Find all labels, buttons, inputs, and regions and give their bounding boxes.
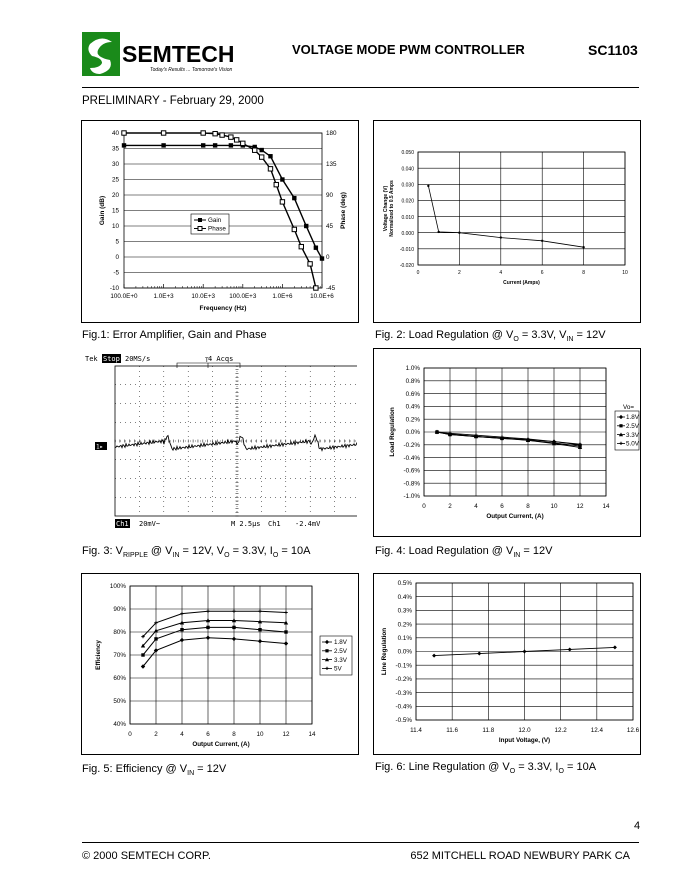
y-tick-label: 40%	[113, 721, 126, 729]
x-tick-label: 2	[458, 270, 461, 276]
y-tick-label: 0.8%	[405, 378, 420, 385]
y-tick-label: 0.3%	[397, 607, 412, 615]
y-tick-label: 0.4%	[405, 403, 420, 411]
y-tick-label: 50%	[113, 698, 126, 706]
data-point	[304, 224, 308, 228]
y-tick-label: -1.0%	[403, 493, 420, 501]
data-point	[320, 256, 324, 260]
x-tick-label: 6	[206, 731, 210, 738]
y-axis-label-2: Normalized to 0.5 Amps	[389, 180, 395, 237]
legend-label: 2.5V	[334, 648, 347, 655]
y-axis-label: Voltage Change (V)	[383, 185, 389, 232]
scope-footer-level: -2.4mV	[295, 520, 321, 528]
legend-marker	[198, 218, 202, 222]
data-point	[292, 196, 296, 200]
x-tick-label: 11.6	[446, 727, 459, 734]
data-point	[259, 148, 263, 152]
document-title: VOLTAGE MODE PWM CONTROLLER	[292, 42, 525, 57]
x-tick-label: 11.4	[410, 727, 422, 734]
ch1-ground-label: 1▸	[96, 443, 104, 451]
y2-tick-label: 180	[326, 130, 337, 138]
fig6-panel	[373, 573, 641, 755]
y-tick-label: -0.8%	[403, 480, 420, 488]
x-tick-label: 4	[180, 731, 184, 738]
y-tick-label: -0.3%	[395, 689, 412, 697]
x-tick-label: 8	[582, 270, 585, 276]
data-point	[308, 262, 312, 266]
y-tick-label: 90%	[113, 606, 126, 614]
data-point	[292, 227, 296, 231]
legend-label: 2.5V	[626, 423, 639, 430]
data-point	[280, 200, 284, 204]
data-point	[161, 143, 165, 147]
y-axis-label: Gain (dB)	[99, 195, 106, 226]
y-tick-label: 0.4%	[397, 593, 412, 601]
scope-header-acqs: 4 Acqs	[208, 355, 234, 363]
y-tick-label: 0.000	[401, 230, 414, 237]
fig5-panel	[81, 573, 359, 755]
y-tick-label: 0.010	[401, 214, 414, 221]
fig4-caption: Fig. 4: Load Regulation @ $V_{IN} = 12V$	[375, 545, 553, 560]
fig1-caption: Fig.1: Error Amplifier, Gain and Phase	[82, 329, 267, 341]
data-point	[582, 246, 584, 248]
data-point	[213, 143, 217, 147]
data-point	[458, 232, 460, 234]
x-axis-label: Output Current, (A)	[192, 741, 250, 748]
y-tick-label: 70%	[113, 652, 126, 660]
y-tick-label: -0.2%	[403, 442, 420, 449]
y-tick-label: 10	[111, 223, 119, 231]
data-point	[220, 133, 224, 137]
scope-footer-time: M 2.5µs	[231, 520, 261, 528]
footer-rule	[82, 842, 639, 843]
data-point	[314, 286, 318, 290]
legend-marker	[325, 649, 328, 652]
y-tick-label: -0.4%	[395, 703, 412, 711]
scope-footer-volts: 20mV~	[139, 520, 161, 528]
y-tick-label: 35	[111, 145, 119, 153]
y-tick-label: 0.2%	[405, 416, 420, 424]
x-tick-label: 8	[526, 503, 530, 510]
x-axis-label: Output Current, (A)	[486, 513, 544, 520]
data-point	[122, 143, 126, 147]
fig2-chart	[374, 121, 640, 322]
y-tick-label: -0.020	[399, 263, 414, 270]
data-point	[154, 637, 157, 640]
logo-wordmark: SEMTECH	[122, 41, 235, 67]
x-axis-label: Input Voltage, (V)	[498, 737, 551, 744]
legend-label: 3.3V	[334, 656, 347, 664]
fig5-caption: Fig. 5: Efficiency @ $V_{IN} = 12V$	[82, 763, 227, 778]
scope-footer-ch1: Ch1	[116, 520, 129, 528]
y-tick-label: 0.1%	[397, 635, 412, 642]
legend-marker	[619, 424, 622, 427]
y-tick-label: 1.0%	[405, 365, 420, 373]
scope-header-tek: Tek	[85, 355, 98, 363]
data-point	[229, 135, 233, 139]
fig4-panel	[373, 348, 641, 537]
y-tick-label: 80%	[113, 629, 126, 637]
fig2-panel	[373, 120, 641, 323]
y-tick-label: 0.0%	[405, 429, 420, 437]
legend-label: Gain	[208, 217, 222, 225]
data-point	[213, 131, 217, 135]
fig6-chart	[374, 574, 640, 754]
y-tick-label: 30	[111, 161, 119, 169]
legend-label: 5.0V	[626, 440, 639, 448]
y-axis-label: Line Regulation	[381, 627, 388, 676]
part-number: SC1103	[588, 42, 638, 58]
y-tick-label: 0.020	[401, 198, 414, 205]
y-tick-label: 0.040	[401, 166, 414, 173]
y-tick-label: 0.2%	[397, 621, 412, 629]
fig3-scope	[81, 348, 357, 535]
data-point	[259, 155, 263, 159]
scope-header-rate: 20MS/s	[125, 355, 151, 363]
x-tick-label: 14	[308, 731, 316, 738]
y2-axis-label: Phase (deg)	[340, 192, 347, 229]
x-tick-label: 12	[282, 731, 290, 738]
x-axis-label: Current (Amps)	[503, 280, 540, 286]
x-tick-label: 10	[550, 503, 558, 510]
y2-tick-label: 135	[326, 161, 337, 169]
trigger-T: T	[205, 357, 209, 364]
y2-tick-label: -45	[326, 285, 336, 293]
data-point	[274, 182, 278, 186]
x-tick-label: 4	[499, 270, 503, 276]
header-rule	[82, 87, 639, 88]
y-tick-label: 0.0%	[397, 648, 412, 656]
logo-tagline: Today's Results ... Tomorrow's Vision	[150, 67, 233, 73]
y-tick-label: 25	[111, 176, 119, 184]
data-point	[180, 628, 183, 631]
scope-header-stop: Stop	[103, 355, 120, 363]
data-point	[268, 154, 272, 158]
data-point	[314, 246, 318, 250]
x-tick-label: 2	[448, 503, 452, 510]
y-tick-label: -0.2%	[395, 676, 412, 684]
fig4-chart	[374, 349, 640, 536]
y-axis-label: Load Regulation	[389, 407, 396, 457]
y-tick-label: 100%	[109, 583, 126, 591]
x-tick-label: 12	[576, 503, 584, 510]
x-tick-label: 14	[602, 503, 610, 510]
fig1-panel	[81, 120, 359, 323]
data-point	[232, 626, 235, 629]
data-point	[141, 653, 144, 656]
data-point	[253, 148, 257, 152]
y-tick-label: 20	[111, 192, 119, 200]
data-point	[201, 131, 205, 135]
y-tick-label: 0.030	[401, 182, 414, 189]
y-tick-label: -10	[109, 285, 119, 293]
fig6-caption: Fig. 6: Line Regulation @ $V_O = 3.3V$, $I_O = 10A$	[375, 761, 597, 776]
copyright: © 2000 SEMTECH CORP.	[82, 850, 211, 862]
scope-footer-ch1-trig: Ch1	[268, 520, 281, 528]
plot-area	[418, 152, 625, 265]
x-tick-label: 10.0E+3	[191, 293, 216, 300]
data-point	[229, 143, 233, 147]
x-tick-label: 4	[474, 503, 478, 510]
x-tick-label: 2	[154, 731, 158, 738]
data-point	[268, 167, 272, 171]
x-tick-label: 12.6	[626, 727, 640, 734]
x-tick-label: 10.0E+6	[310, 293, 334, 300]
legend-label: 1.8V	[334, 639, 347, 647]
data-point	[122, 131, 126, 135]
y-axis-label: Efficiency	[95, 640, 102, 670]
x-tick-label: 12.2	[554, 727, 567, 734]
fig5-chart	[82, 574, 358, 754]
data-point	[234, 138, 238, 142]
data-point	[500, 236, 502, 238]
legend-label: 3.3V	[626, 431, 639, 439]
y-tick-label: -0.6%	[403, 467, 420, 475]
x-tick-label: 0	[128, 731, 132, 738]
data-point	[427, 185, 429, 187]
data-point	[241, 141, 245, 145]
x-tick-label: 0	[416, 270, 420, 276]
y-tick-label: -0.010	[399, 247, 414, 254]
fig1-chart	[82, 121, 358, 322]
data-point	[161, 131, 165, 135]
page-number: 4	[634, 820, 641, 832]
fig2-caption: Fig. 2: Load Regulation @ $V_O = 3.3V$, $V_{IN} = 12V$	[375, 329, 606, 344]
legend-title: Vo=	[623, 404, 635, 411]
fig3-panel	[81, 348, 357, 535]
semtech-logo	[82, 30, 282, 82]
y-tick-label: 0.050	[401, 150, 414, 157]
legend-label: 1.8V	[626, 414, 639, 422]
data-point	[438, 231, 440, 233]
legend-marker	[198, 227, 202, 231]
fig3-caption: Fig. 3: $V_{RIPPLE}$ @ $V_{IN} = 12V$, $V_O = 3.3V$, $I_O = 10A$	[82, 545, 311, 560]
x-tick-label: 1.0E+3	[153, 293, 174, 300]
y-tick-label: 60%	[113, 675, 126, 683]
y-tick-label: -5	[113, 269, 119, 277]
x-tick-label: 6	[540, 270, 544, 276]
data-point	[201, 143, 205, 147]
x-tick-label: 12.0	[518, 727, 531, 734]
data-point	[258, 628, 261, 631]
y-tick-label: -0.1%	[395, 662, 412, 670]
x-tick-label: 11.8	[482, 727, 495, 734]
y2-tick-label: 0	[326, 254, 330, 262]
legend-label: 5V	[334, 665, 342, 673]
legend-label: Phase	[208, 225, 226, 233]
data-point	[299, 244, 303, 248]
x-tick-label: 12.4	[590, 727, 603, 734]
y2-tick-label: 90	[326, 192, 334, 200]
x-tick-label: 100.0E+0	[110, 293, 138, 300]
y-tick-label: -0.4%	[403, 454, 420, 462]
y-tick-label: 0	[115, 254, 119, 262]
data-point	[280, 177, 284, 181]
data-point	[541, 240, 543, 242]
x-axis-label: Frequency (Hz)	[199, 305, 247, 312]
y2-tick-label: 45	[326, 223, 334, 231]
data-point	[206, 626, 209, 629]
x-tick-label: 0	[422, 503, 426, 510]
x-tick-label: 6	[500, 503, 504, 510]
x-tick-label: 1.0E+6	[272, 293, 293, 300]
address: 652 MITCHELL ROAD NEWBURY PARK CA	[410, 850, 630, 862]
x-tick-label: 100.0E+3	[229, 293, 257, 300]
y-tick-label: -0.5%	[395, 717, 412, 725]
x-tick-label: 10	[622, 270, 628, 276]
y-tick-label: 15	[111, 207, 119, 215]
y-tick-label: 40	[111, 130, 119, 138]
x-tick-label: 10	[256, 731, 264, 738]
data-point	[284, 630, 287, 633]
preliminary-date: PRELIMINARY - February 29, 2000	[82, 95, 264, 107]
x-tick-label: 8	[232, 731, 236, 738]
y-tick-label: 0.6%	[405, 390, 420, 398]
y-tick-label: 5	[115, 238, 119, 246]
y-tick-label: 0.5%	[397, 580, 412, 588]
